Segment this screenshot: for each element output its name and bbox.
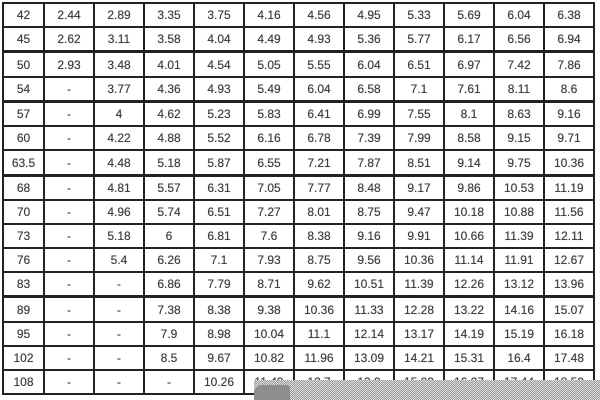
row-label-cell: 83 [3, 272, 44, 297]
table-row [3, 322, 594, 346]
table-row [3, 150, 594, 175]
value-cell: 7.1 [194, 248, 244, 272]
value-cell: 7.93 [244, 248, 294, 272]
value-cell: 10.88 [494, 200, 544, 224]
value-cell: 6.16 [244, 126, 294, 150]
value-cell: 8.71 [244, 272, 294, 297]
value-cell: 10.51 [344, 272, 394, 297]
table-row [3, 224, 594, 248]
value-cell: 7.1 [394, 77, 444, 102]
value-cell: 12.26 [444, 272, 494, 297]
value-cell: 7.6 [244, 224, 294, 248]
value-cell: 4.95 [344, 3, 394, 27]
value-cell: 8.1 [444, 101, 494, 126]
value-cell: 2.93 [44, 52, 94, 77]
value-cell: 6.99 [344, 101, 394, 126]
value-cell: 6.86 [144, 272, 194, 297]
value-cell: 5.87 [194, 150, 244, 175]
table-row [3, 297, 594, 322]
row-label-cell: 76 [3, 248, 44, 272]
value-cell: 8.38 [294, 224, 344, 248]
data-table [2, 2, 595, 395]
row-label-cell: 50 [3, 52, 44, 77]
value-cell: 9.91 [394, 224, 444, 248]
value-cell: 7.9 [144, 322, 194, 346]
value-cell: 6.58 [344, 77, 394, 102]
value-cell: 6 [144, 224, 194, 248]
value-cell: - [94, 370, 144, 394]
value-cell: 6.97 [444, 52, 494, 77]
value-cell: 6.55 [244, 150, 294, 175]
value-cell: 10.18 [444, 200, 494, 224]
value-cell: 11.39 [494, 224, 544, 248]
value-cell: 8.5 [144, 346, 194, 370]
value-cell: 9.17 [394, 175, 444, 200]
table-row [3, 272, 594, 297]
value-cell: 7.77 [294, 175, 344, 200]
value-cell: - [44, 77, 94, 102]
value-cell: - [94, 322, 144, 346]
value-cell: 10.36 [544, 150, 594, 175]
value-cell: 3.35 [144, 3, 194, 27]
value-cell: 7.42 [494, 52, 544, 77]
value-cell: 5.55 [294, 52, 344, 77]
value-cell: - [44, 175, 94, 200]
value-cell: 7.87 [344, 150, 394, 175]
value-cell: 5.69 [444, 3, 494, 27]
value-cell: 7.27 [244, 200, 294, 224]
value-cell: 4.36 [144, 77, 194, 102]
value-cell: 8.75 [344, 200, 394, 224]
value-cell: 6.38 [544, 3, 594, 27]
value-cell: 9.38 [244, 297, 294, 322]
value-cell: 7.21 [294, 150, 344, 175]
table-row [3, 175, 594, 200]
value-cell: 6.41 [294, 101, 344, 126]
value-cell: 7.79 [194, 272, 244, 297]
value-cell: 4.01 [144, 52, 194, 77]
value-cell: 5.83 [244, 101, 294, 126]
value-cell: 7.86 [544, 52, 594, 77]
row-label-cell: 63.5 [3, 150, 44, 175]
value-cell: 8.6 [544, 77, 594, 102]
value-cell: 5.23 [194, 101, 244, 126]
row-label-cell: 95 [3, 322, 44, 346]
value-cell: 13.09 [344, 346, 394, 370]
value-cell: 5.52 [194, 126, 244, 150]
table-row [3, 248, 594, 272]
value-cell: 14.21 [394, 346, 444, 370]
table-row [3, 101, 594, 126]
value-cell: 2.89 [94, 3, 144, 27]
value-cell: 6.51 [194, 200, 244, 224]
value-cell: 9.47 [394, 200, 444, 224]
value-cell: 6.51 [394, 52, 444, 77]
value-cell: 12.11 [544, 224, 594, 248]
value-cell: 17.48 [544, 346, 594, 370]
table-row [3, 27, 594, 52]
value-cell: - [94, 297, 144, 322]
value-cell: 3.48 [94, 52, 144, 77]
value-cell: - [94, 346, 144, 370]
value-cell: 8.38 [194, 297, 244, 322]
value-cell: 8.63 [494, 101, 544, 126]
value-cell: 9.75 [494, 150, 544, 175]
value-cell: 5.77 [394, 27, 444, 52]
value-cell: 7.61 [444, 77, 494, 102]
value-cell: - [144, 370, 194, 394]
value-cell: 15.19 [494, 322, 544, 346]
value-cell: 7.39 [344, 126, 394, 150]
value-cell: 9.86 [444, 175, 494, 200]
value-cell: - [44, 126, 94, 150]
row-label-cell: 89 [3, 297, 44, 322]
value-cell: 6.78 [294, 126, 344, 150]
value-cell: 8.01 [294, 200, 344, 224]
table-row [3, 52, 594, 77]
value-cell: 2.44 [44, 3, 94, 27]
value-cell: 6.56 [494, 27, 544, 52]
value-cell: 5.74 [144, 200, 194, 224]
value-cell: 3.11 [94, 27, 144, 52]
value-cell: 11.96 [294, 346, 344, 370]
value-cell: 5.4 [94, 248, 144, 272]
value-cell: 11.56 [544, 200, 594, 224]
value-cell: 6.26 [144, 248, 194, 272]
value-cell: 10.36 [394, 248, 444, 272]
row-label-cell: 45 [3, 27, 44, 52]
value-cell: 13.22 [444, 297, 494, 322]
value-cell: 8.48 [344, 175, 394, 200]
value-cell: 8.98 [194, 322, 244, 346]
value-cell: 6.04 [344, 52, 394, 77]
value-cell: 5.57 [144, 175, 194, 200]
value-cell: 11.33 [344, 297, 394, 322]
value-cell: 9.56 [344, 248, 394, 272]
value-cell: 12.28 [394, 297, 444, 322]
value-cell: 9.67 [194, 346, 244, 370]
value-cell: - [44, 297, 94, 322]
row-label-cell: 42 [3, 3, 44, 27]
value-cell: 8.11 [494, 77, 544, 102]
value-cell: - [44, 101, 94, 126]
value-cell: 5.33 [394, 3, 444, 27]
row-label-cell: 60 [3, 126, 44, 150]
value-cell: 4.56 [294, 3, 344, 27]
value-cell: 13.96 [544, 272, 594, 297]
row-label-cell: 70 [3, 200, 44, 224]
row-label-cell: 73 [3, 224, 44, 248]
value-cell: 9.62 [294, 272, 344, 297]
table-body [3, 3, 594, 394]
value-cell: 12.14 [344, 322, 394, 346]
value-cell: 16.4 [494, 346, 544, 370]
value-cell: 11.91 [494, 248, 544, 272]
value-cell: - [44, 248, 94, 272]
row-label-cell: 57 [3, 101, 44, 126]
value-cell: 6.17 [444, 27, 494, 52]
table-row [3, 3, 594, 27]
value-cell: - [44, 370, 94, 394]
value-cell: 11.39 [394, 272, 444, 297]
value-cell: 4.22 [94, 126, 144, 150]
value-cell: 6.94 [544, 27, 594, 52]
value-cell: 11.1 [294, 322, 344, 346]
value-cell: 7.55 [394, 101, 444, 126]
row-label-cell: 68 [3, 175, 44, 200]
row-label-cell: 54 [3, 77, 44, 102]
value-cell: - [44, 322, 94, 346]
value-cell: 10.04 [244, 322, 294, 346]
value-cell: 4 [94, 101, 144, 126]
value-cell: - [44, 200, 94, 224]
value-cell: 2.62 [44, 27, 94, 52]
value-cell: 15.31 [444, 346, 494, 370]
value-cell: 6.04 [494, 3, 544, 27]
row-label-cell: 108 [3, 370, 44, 394]
value-cell: 13.12 [494, 272, 544, 297]
value-cell: 5.05 [244, 52, 294, 77]
value-cell: 14.19 [444, 322, 494, 346]
value-cell: 8.51 [394, 150, 444, 175]
value-cell: 13.17 [394, 322, 444, 346]
value-cell: 11.14 [444, 248, 494, 272]
value-cell: 9.16 [544, 101, 594, 126]
value-cell: 9.14 [444, 150, 494, 175]
value-cell: 9.16 [344, 224, 394, 248]
value-cell: 3.58 [144, 27, 194, 52]
value-cell: 15.07 [544, 297, 594, 322]
value-cell: 5.36 [344, 27, 394, 52]
value-cell: 4.62 [144, 101, 194, 126]
value-cell: 5.18 [94, 224, 144, 248]
value-cell: - [44, 272, 94, 297]
value-cell: 4.88 [144, 126, 194, 150]
table-row [3, 126, 594, 150]
value-cell: 4.04 [194, 27, 244, 52]
value-cell: 10.82 [244, 346, 294, 370]
value-cell: 4.96 [94, 200, 144, 224]
value-cell: 3.75 [194, 3, 244, 27]
value-cell: - [44, 346, 94, 370]
horizontal-scrollbar-track[interactable] [254, 380, 600, 400]
value-cell: 9.71 [544, 126, 594, 150]
table-row [3, 346, 594, 370]
value-cell: - [44, 224, 94, 248]
value-cell: 12.67 [544, 248, 594, 272]
value-cell: 10.26 [194, 370, 244, 394]
value-cell: 4.16 [244, 3, 294, 27]
value-cell: 7.05 [244, 175, 294, 200]
value-cell: 10.66 [444, 224, 494, 248]
value-cell: 6.31 [194, 175, 244, 200]
value-cell: 9.15 [494, 126, 544, 150]
value-cell: 11.19 [544, 175, 594, 200]
value-cell: 6.04 [294, 77, 344, 102]
value-cell: - [44, 150, 94, 175]
value-cell: 5.18 [144, 150, 194, 175]
table-row [3, 77, 594, 102]
value-cell: 3.77 [94, 77, 144, 102]
value-cell: 10.53 [494, 175, 544, 200]
value-cell: 14.16 [494, 297, 544, 322]
value-cell: 4.93 [294, 27, 344, 52]
table-row [3, 200, 594, 224]
value-cell: 8.58 [444, 126, 494, 150]
value-cell: 16.18 [544, 322, 594, 346]
row-label-cell: 102 [3, 346, 44, 370]
value-cell: 4.48 [94, 150, 144, 175]
value-cell: - [94, 272, 144, 297]
value-cell: 7.38 [144, 297, 194, 322]
value-cell: 4.49 [244, 27, 294, 52]
horizontal-scrollbar-thumb[interactable] [254, 385, 290, 400]
value-cell: 10.36 [294, 297, 344, 322]
value-cell: 4.93 [194, 77, 244, 102]
value-cell: 6.81 [194, 224, 244, 248]
value-cell: 7.99 [394, 126, 444, 150]
value-cell: 5.49 [244, 77, 294, 102]
value-cell: 4.81 [94, 175, 144, 200]
value-cell: 4.54 [194, 52, 244, 77]
value-cell: 8.75 [294, 248, 344, 272]
